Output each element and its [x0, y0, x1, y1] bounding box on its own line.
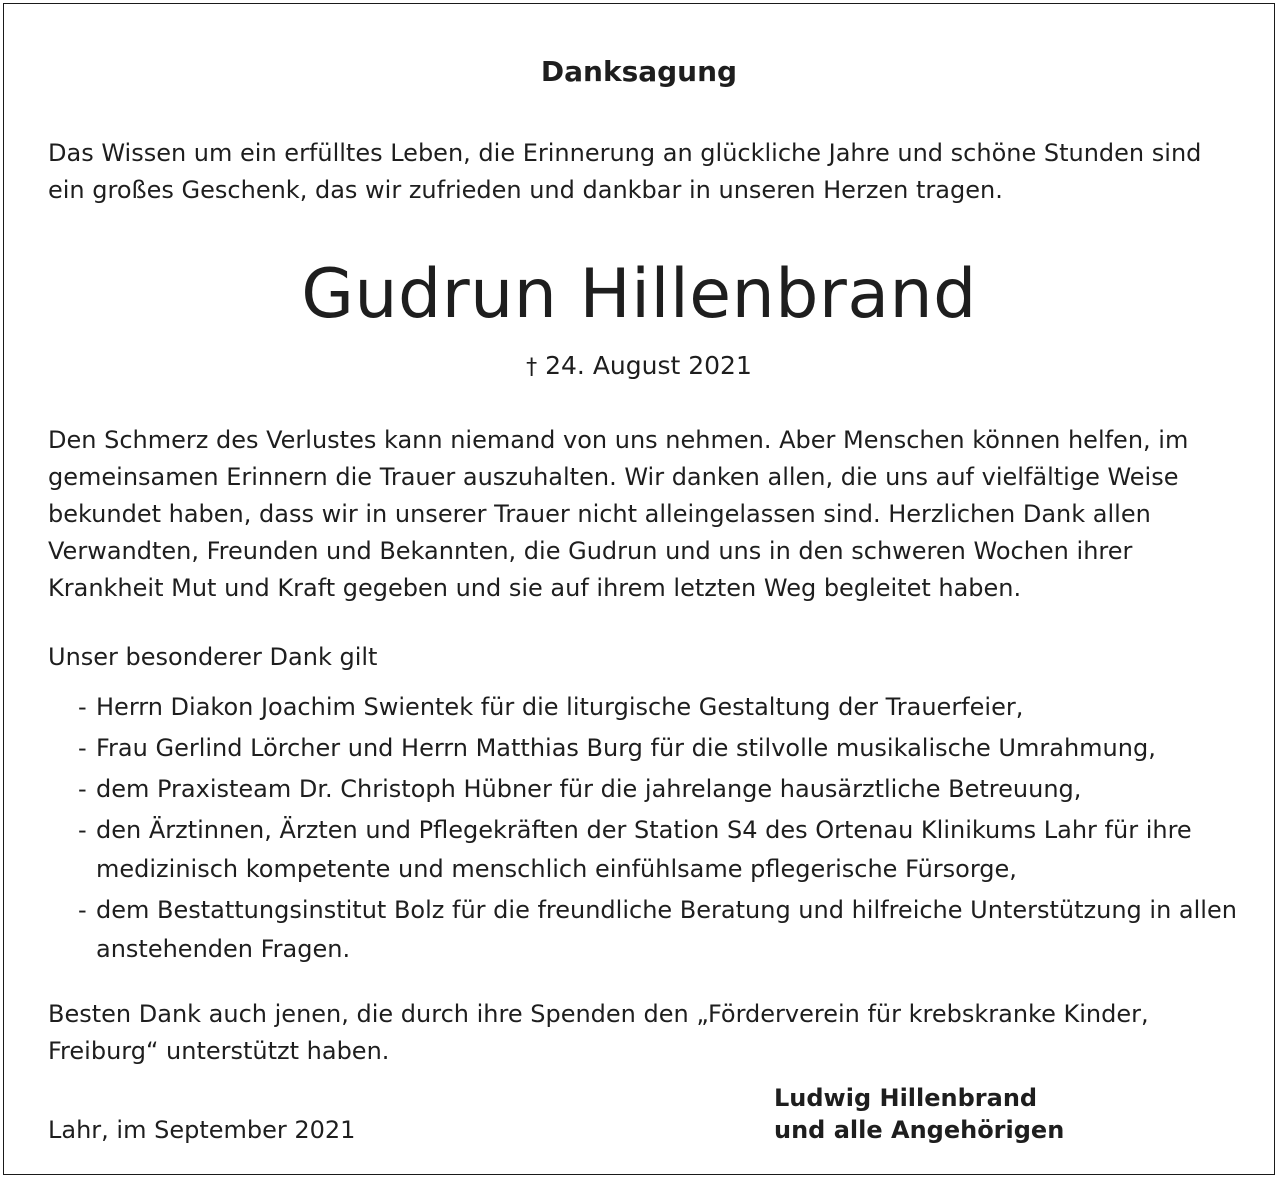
list-item	[78, 811, 1268, 889]
signature	[774, 1082, 1064, 1146]
list-item-text: dem Praxisteam Dr. Christoph Hübner für die jahrelange hausärztliche Betreuung,	[96, 775, 1082, 803]
signature-line-2: und alle Angehörigen	[774, 1116, 1065, 1144]
list-item	[78, 688, 1268, 727]
list-item	[78, 770, 1268, 809]
signature-line-1: Ludwig Hillenbrand	[774, 1084, 1038, 1112]
death-date: 24. August 2021	[545, 351, 752, 380]
obituary-notice	[3, 3, 1275, 1175]
donation-paragraph: Besten Dank auch jenen, die durch ihre Spenden den „Förderverein für krebskranke Kinder, Freiburg“ unterstützt haben.	[48, 1000, 1149, 1065]
main-paragraph: Den Schmerz des Verlustes kann niemand von uns nehmen. Aber Menschen können helfen, im gemeinsamen Erinnern die Trauer auszuhalten. Wir danken allen, die uns auf vielfältige Weise bekundet haben, dass wir in unserer Trauer nicht alleingelassen sind. Herzlichen Dank allen Verwandten, Freunden und Bekannten, die Gudrun und uns in den schweren Wochen ihrer Krankheit Mut und Kraft gegeben und sie auf ihrem letzten Weg begleitet haben.	[48, 426, 1189, 602]
list-item-text: Herrn Diakon Joachim Swientek für die liturgische Gestaltung der Trauerfeier,	[96, 693, 1024, 721]
list-item-text: Frau Gerlind Lörcher und Herrn Matthias Burg für die stilvolle musikalische Umrahmung,	[96, 734, 1156, 762]
place-date: Lahr, im September 2021	[48, 1116, 356, 1144]
dash-marker: -	[78, 896, 87, 924]
special-thanks-intro: Unser besonderer Dank gilt	[48, 643, 378, 671]
dash-marker: -	[78, 775, 87, 803]
list-item-text: den Ärztinnen, Ärzten und Pflegekräften der Station S4 des Ortenau Klinikums Lahr für ihre medizinisch kompetente und menschlich einfühlsame pflegerische Fürsorge,	[96, 816, 1192, 883]
deceased-name: Gudrun Hillenbrand	[301, 255, 977, 334]
death-date-line	[4, 348, 1274, 386]
dash-marker: -	[78, 734, 87, 762]
cross-icon: †	[526, 355, 538, 380]
thanks-list	[78, 688, 1268, 971]
dash-marker: -	[78, 693, 87, 721]
list-item	[78, 891, 1268, 969]
list-item-text: dem Bestattungsinstitut Bolz für die freundliche Beratung und hilfreiche Unterstützung in allen anstehenden Fragen.	[96, 896, 1237, 963]
dash-marker: -	[78, 816, 87, 844]
intro-paragraph: Das Wissen um ein erfülltes Leben, die Erinnerung an glückliche Jahre und schöne Stunden sind ein großes Geschenk, das wir zufrieden und dankbar in unseren Herzen tragen.	[48, 139, 1202, 204]
heading: Danksagung	[540, 55, 738, 88]
list-item	[78, 729, 1268, 768]
